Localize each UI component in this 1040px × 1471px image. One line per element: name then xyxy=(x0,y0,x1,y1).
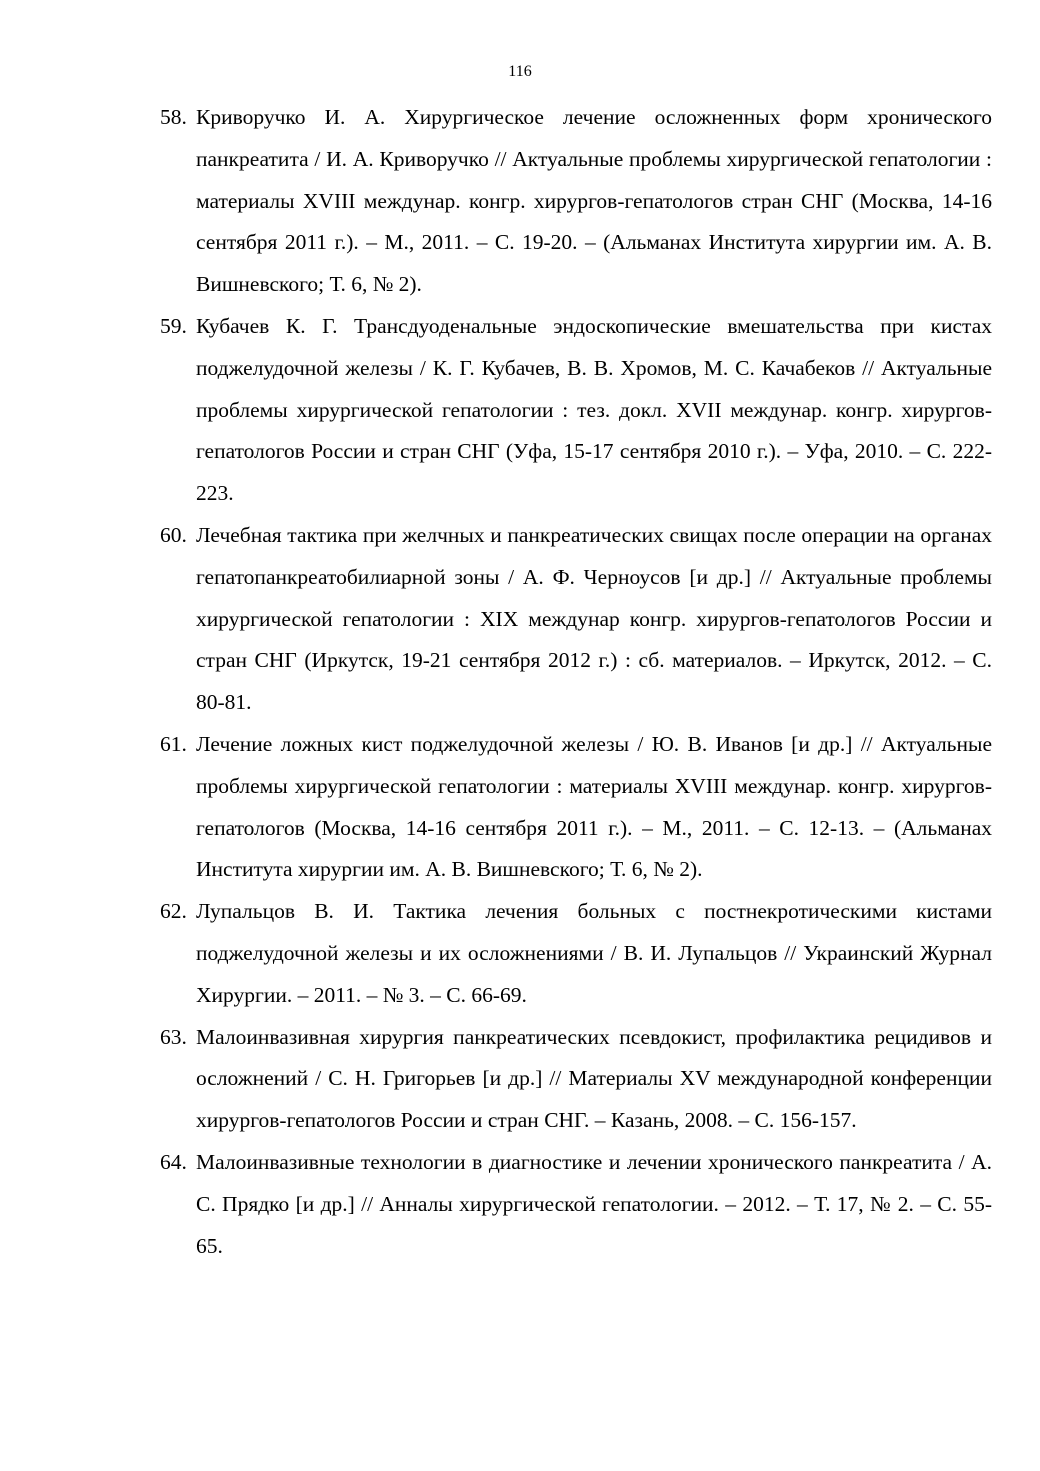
reference-number: 63. xyxy=(160,1024,187,1049)
reference-text: Лупальцов В. И. Тактика лечения больных с постнекротическими кистами поджелудочной железы и их осложнениями / В. И. Лупальцов // Украинский Журнал Хирургии. – 2011. – № 3. – С. 66-69. xyxy=(196,899,992,1007)
reference-number: 58. xyxy=(160,105,187,129)
reference-text: Лечение ложных кист поджелудочной железы / Ю. В. Иванов [и др.] // Актуальные проблемы хирургической гепатологии : материалы XVIII междунар. конгр. хирургов-гепатологов (Москва, 14-16 сентября 2011 г.). – М., 2011. – С. 12-13. – (Альманах Института хирургии им. А. В. Вишневского; Т. 6, № 2). xyxy=(196,731,992,882)
reference-text: Кубачев К. Г. Трансдуоденальные эндоскопические вмешательства при кистах поджелудочной железы / К. Г. Кубачев, В. В. Хромов, М. С. Качабеков // Актуальные проблемы хирургической гепатологии : тез. докл. XVII междунар. конгр. хирургов-гепатологов России и стран СНГ (Уфа, 15-17 сентября 2010 г.). – Уфа, 2010. – С. 222-223. xyxy=(196,313,992,506)
reference-item xyxy=(160,515,992,724)
reference-item xyxy=(160,891,992,1016)
reference-text: Малоинвазивная хирургия панкреатических псевдокист, профилактика рецидивов и осложнений / С. Н. Григорьев [и др.] // Материалы XV международной конференции хирургов-гепатологов России и стран СНГ. – Казань, 2008. – С. 156-157. xyxy=(196,1024,992,1133)
reference-item xyxy=(160,306,992,515)
reference-number: 62. xyxy=(160,899,187,924)
reference-number: 60. xyxy=(160,522,187,547)
reference-item xyxy=(160,724,992,891)
reference-list xyxy=(160,97,992,1267)
reference-number: 59. xyxy=(160,313,187,338)
reference-item xyxy=(160,97,992,306)
reference-item xyxy=(160,1142,992,1267)
reference-number: 61. xyxy=(160,731,187,756)
reference-item xyxy=(160,1017,992,1142)
reference-text: Криворучко И. А. Хирургическое лечение осложненных форм хронического панкреатита / И. А. Криворучко // Актуальные проблемы хирургической гепатологии : материалы XVIII междунар. конгр. хирургов-гепатологов стран СНГ (Москва, 14-16 сентября 2011 г.). – М., 2011. – С. 19-20. – (Альманах Института хирургии им. А. В. Вишневского; Т. 6, № 2). xyxy=(196,105,992,297)
page-number: 116 xyxy=(508,63,532,80)
reference-text: Малоинвазивные технологии в диагностике и лечении хронического панкреатита / А. С. Прядко [и др.] // Анналы хирургической гепатологии. – 2012. – Т. 17, № 2. – С. 55-65. xyxy=(196,1149,992,1258)
reference-number: 64. xyxy=(160,1149,187,1174)
reference-text: Лечебная тактика при желчных и панкреатических свищах после операции на органах гепатопанкреатобилиарной зоны / А. Ф. Черноусов [и др.] // Актуальные проблемы хирургической гепатологии : XIX междунар конгр. хирургов-гепатологов России и стран СНГ (Иркутск, 19-21 сентября 2012 г.) : сб. материалов. – Иркутск, 2012. – С. 80-81. xyxy=(196,522,992,715)
